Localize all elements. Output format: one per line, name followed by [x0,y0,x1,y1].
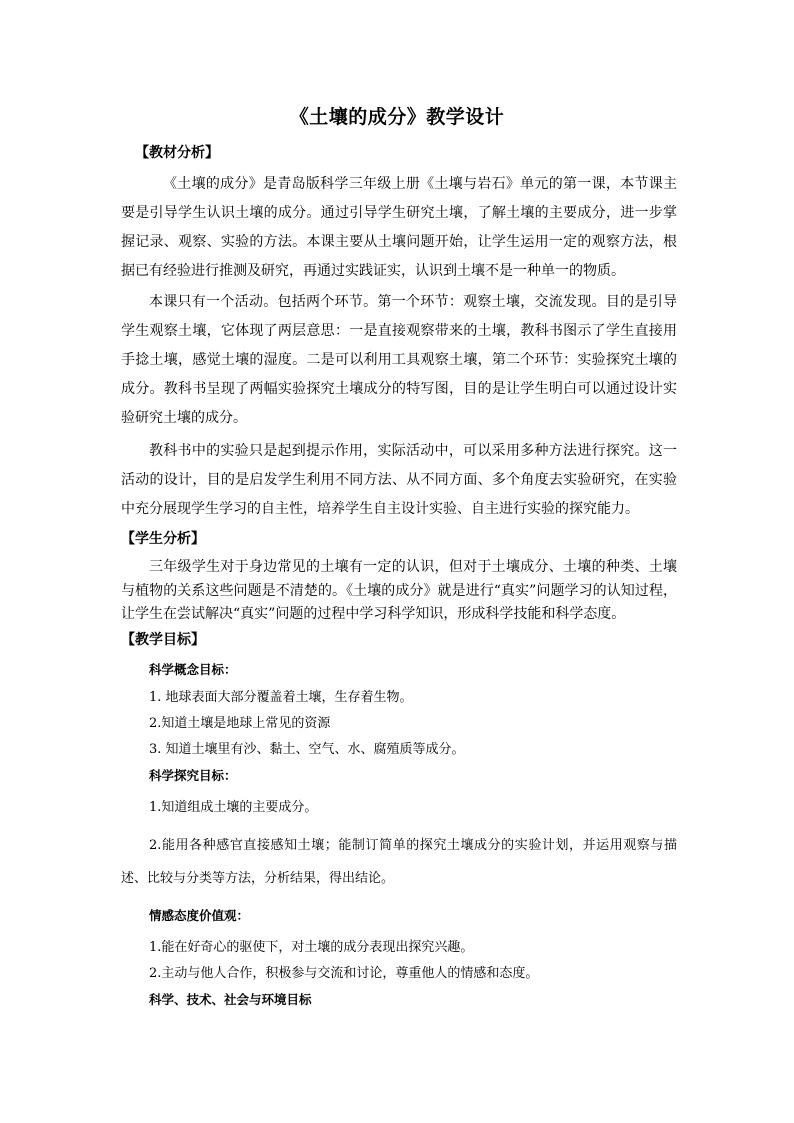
section-heading-goals: 【教学目标】 [121,631,205,648]
goal-subheading-concept: 科学概念目标： [149,661,237,677]
student-paragraph: 三年级学生对于身边常见的土壤有一定的认识，但对于土壤成分、土壤的种类、土壤与植物的关系这些问题是不清楚的。《土壤的成分》就是进行“真实”问题学习的认知过程，让学生在尝试解决“真实”问题的过程中学习科学知识，形成科学技能和科学态度。 [121,559,677,622]
document-body [121,142,677,1011]
concept-item-2: 2.知道土壤是地球上常见的资源 [149,715,331,731]
concept-item-1: 1. 地球表面大部分覆盖着土壤，生存着生物。 [149,689,413,705]
attitude-item-2: 2.主动与他人合作，积极参与交流和讨论，尊重他人的情感和态度。 [149,965,539,981]
textbook-paragraph-3: 教科书中的实验只是起到提示作用，实际活动中，可以采用多种方法进行探究。这一活动的设计，目的是启发学生利用不同方法、从不同方面、多个角度去实验研究，在实验中充分展现学生学习的自主性，培养学生自主设计实验、自主进行实验的探究能力。 [121,443,677,517]
concept-item-3: 3. 知道土壤里有沙、黏土、空气、水、腐殖质等成分。 [149,741,465,757]
section-heading-student: 【学生分析】 [121,531,205,547]
inquiry-item-1: 1.知道组成土壤的主要成分。 [149,799,318,815]
inquiry-item-2: 2.能用各种感官直接感知土壤；能制订简单的探究土壤成分的实验计划，并运用观察与描述、比较与分类等方法，分析结果，得出结论。 [121,837,677,886]
page-title: 《土壤的成分》教学设计 [289,106,505,128]
attitude-item-1: 1.能在好奇心的驱使下，对土壤的成分表现出探究兴趣。 [149,939,474,955]
goal-subheading-attitude: 情感态度价值观： [149,907,250,923]
textbook-paragraph-2: 本课只有一个活动。包括两个环节。第一个环节：观察土壤，交流发现。目的是引导学生观察土壤，它体现了两层意思：一是直接观察带来的土壤，教科书图示了学生直接用手捻土壤，感觉土壤的湿度。二是可以利用工具观察土壤，第二个环节：实验探究土壤的成分。教科书呈现了两幅实验探究土壤成分的特写图，目的是让学生明白可以通过设计实验研究土壤的成分。 [121,294,677,426]
textbook-paragraph-1: 《土壤的成分》是青岛版科学三年级上册《土壤与岩石》单元的第一课，本节课主要是引导学生认识土壤的成分。通过引导学生研究土壤，了解土壤的主要成分，进一步掌握记录、观察、实验的方法。本课主要从土壤问题开始，让学生运用一定的观察方法，根据已有经验进行推测及研究，再通过实践证实，认识到土壤不是一种单一的物质。 [121,176,677,279]
section-heading-textbook: 【教材分析】 [135,145,219,161]
goal-subheading-inquiry: 科学探究目标： [149,767,237,783]
goal-subheading-stse: 科学、技术、社会与环境目标 [149,991,312,1007]
